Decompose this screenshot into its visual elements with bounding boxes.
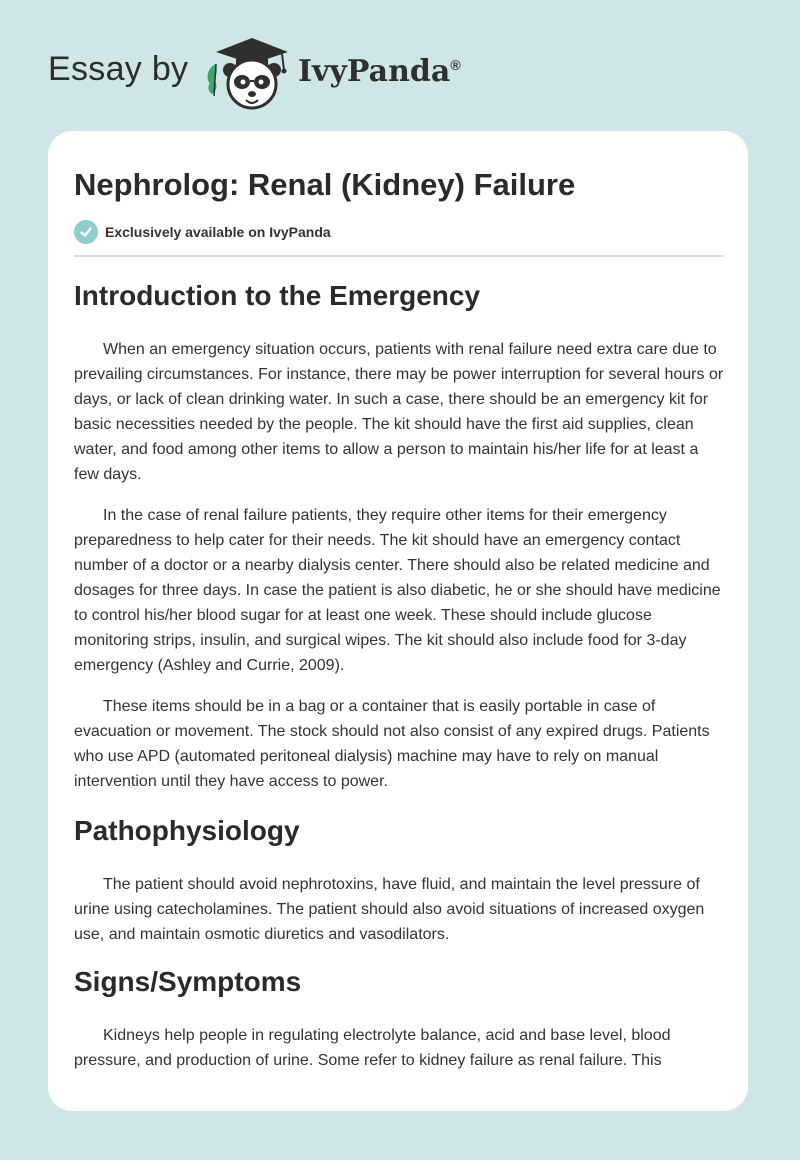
page-title: Nephrolog: Renal (Kidney) Failure: [74, 167, 576, 202]
paragraph: These items should be in a bag or a container that is easily portable in case of evacuation or movement. The stock should not also consist of any expired drugs. Patients who use APD (automated peritoneal dialysis) machine may have to rely on manual intervention until they have access to power.: [74, 698, 710, 790]
paragraph: The patient should avoid nephrotoxins, have fluid, and maintain the level pressure of urine using catecholamines. The patient should also avoid situations of increased oxygen use, and maintain osmotic diuretics and vasodilators.: [74, 876, 705, 943]
article-card: [48, 131, 748, 1111]
registered-mark: ®: [450, 57, 461, 73]
article-content: [74, 131, 724, 1073]
paragraph: Kidneys help people in regulating electrolyte balance, acid and base level, blood pressure, and production of urine. Some refer to kidney failure as renal failure. This: [74, 1027, 671, 1069]
exclusive-badge: [74, 219, 724, 245]
divider: [74, 255, 724, 257]
exclusive-badge-label: Exclusively available on IvyPanda: [105, 224, 331, 240]
section-heading-signs-symptoms: Signs/Symptoms: [74, 966, 302, 997]
section-heading-introduction: Introduction to the Emergency: [74, 280, 481, 311]
section-heading-pathophysiology: Pathophysiology: [74, 815, 300, 846]
site-header: [48, 36, 488, 112]
brand-name[interactable]: IvyPanda®: [298, 54, 461, 89]
essay-by-label: Essay by: [48, 50, 189, 88]
check-circle-icon: [74, 220, 98, 244]
paragraph: When an emergency situation occurs, patients with renal failure need extra care due to prevailing circumstances. For instance, there may be power interruption for several hours or days, or lack of clean drinking water. In such a case, there should be an emergency kit for basic necessities needed by the people. The kit should have the first aid supplies, clean water, and food among other items to allow a person to maintain his/her life for at least a few days.: [74, 341, 724, 483]
paragraph: In the case of renal failure patients, they require other items for their emergency preparedness to help cater for their needs. The kit should have an emergency contact number of a doctor or a nearby dialysis center. There should also be related medicine and dosages for three days. In case the patient is also diabetic, he or she should have medicine to control his/her blood sugar for at least one week. These should include glucose monitoring strips, insulin, and surgical wipes. The kit should also include food for 3-day emergency (Ashley and Currie, 2009).: [74, 507, 721, 674]
ivypanda-logo-icon[interactable]: [202, 36, 294, 112]
